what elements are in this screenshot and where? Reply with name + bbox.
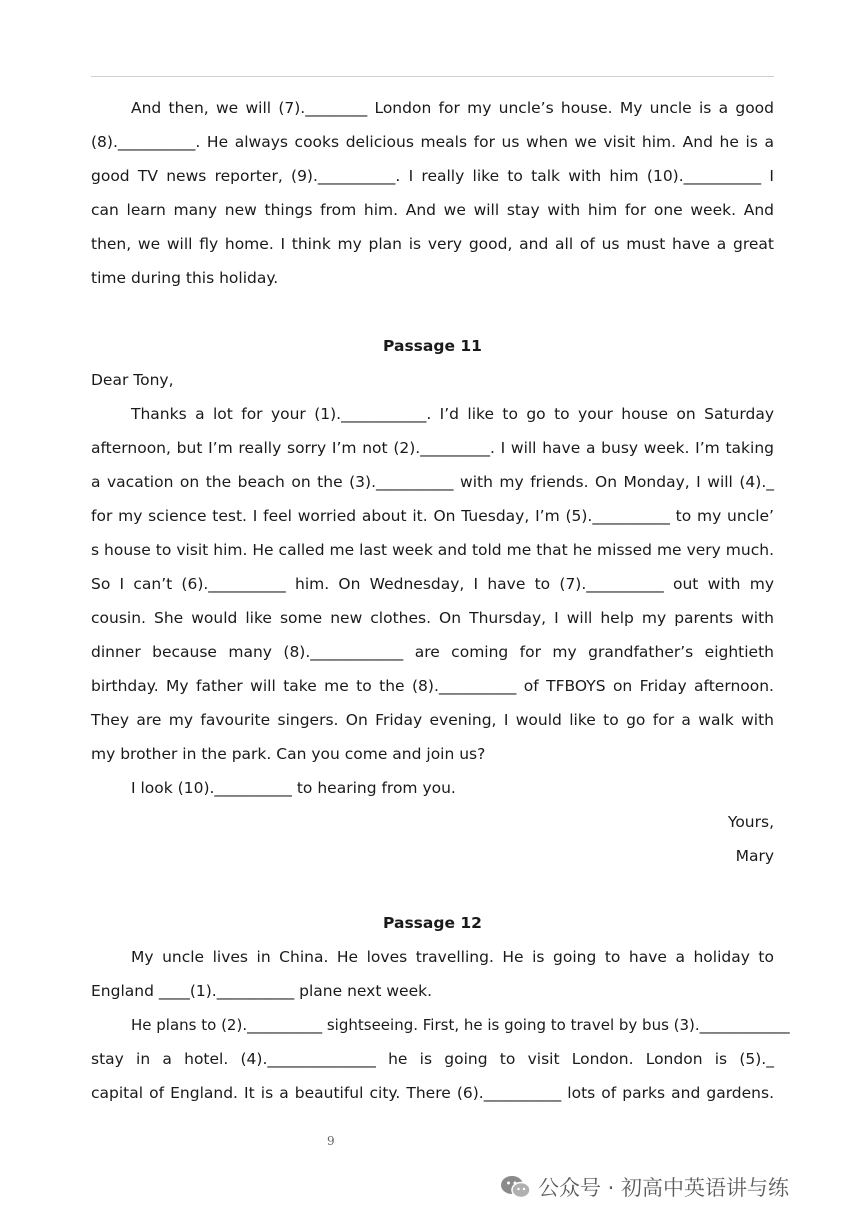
- watermark-text: 公众号 · 初高中英语讲与练: [538, 1176, 790, 1200]
- header-rule: [91, 76, 774, 77]
- text-line: birthday. My father will take me to the (8).__________ of TFBOYS on Friday afternoon.: [91, 677, 774, 695]
- text-line: Thanks a lot for your (1).___________. I’d like to go to your house on Saturday: [131, 405, 774, 423]
- text-line: cousin. She would like some new clothes. On Thursday, I will help my parents with: [91, 609, 774, 627]
- text-line: They are my favourite singers. On Friday evening, I would like to go for a walk with: [91, 711, 774, 729]
- signoff: Yours,: [727, 813, 774, 831]
- text-line: capital of England. It is a beautiful city. There (6).__________ lots of parks and gardens.: [91, 1084, 774, 1102]
- text-line: can learn many new things from him. And we will stay with him for one week. And: [91, 201, 774, 219]
- text-line: good TV news reporter, (9).__________. I really like to talk with him (10).__________ I: [91, 167, 774, 185]
- text-line: (8).__________. He always cooks delicious meals for us when we visit him. And he is a: [91, 133, 774, 151]
- text-line: England ____(1).__________ plane next week.: [91, 982, 433, 1000]
- passage-11-title: Passage 11: [383, 337, 482, 355]
- closing-line: I look (10).__________ to hearing from you.: [131, 779, 456, 797]
- text-line: So I can’t (6).__________ him. On Wednesday, I have to (7).__________ out with my: [91, 575, 774, 593]
- text-line: My uncle lives in China. He loves travelling. He is going to have a holiday to: [131, 948, 774, 966]
- text-line: time during this holiday.: [91, 269, 279, 287]
- text-line: s house to visit him. He called me last week and told me that he missed me very much.: [91, 541, 774, 559]
- text-line: then, we will fly home. I think my plan is very good, and all of us must have a great: [91, 235, 774, 253]
- text-line: He plans to (2).__________ sightseeing. First, he is going to travel by bus (3).____________: [131, 1016, 790, 1034]
- passage-12-title: Passage 12: [383, 914, 482, 932]
- signature: Mary: [735, 847, 774, 865]
- text-line: And then, we will (7).________ London for my uncle’s house. My uncle is a good: [131, 99, 774, 117]
- salutation: Dear Tony,: [91, 371, 174, 389]
- watermark: [500, 1172, 789, 1202]
- text-line: my brother in the park. Can you come and join us?: [91, 745, 486, 763]
- page-number: 9: [327, 1134, 335, 1148]
- text-line: for my science test. I feel worried about it. On Tuesday, I’m (5).__________ to my uncle’: [91, 507, 774, 525]
- text-line: dinner because many (8).____________ are coming for my grandfather’s eightieth: [91, 643, 774, 661]
- text-line: stay in a hotel. (4).______________ he is going to visit London. London is (5)._: [91, 1050, 774, 1068]
- text-line: afternoon, but I’m really sorry I’m not (2)._________. I will have a busy week. I’m taking: [91, 439, 774, 457]
- text-line: a vacation on the beach on the (3).__________ with my friends. On Monday, I will (4)._: [91, 473, 774, 491]
- wechat-icon: [500, 1174, 532, 1200]
